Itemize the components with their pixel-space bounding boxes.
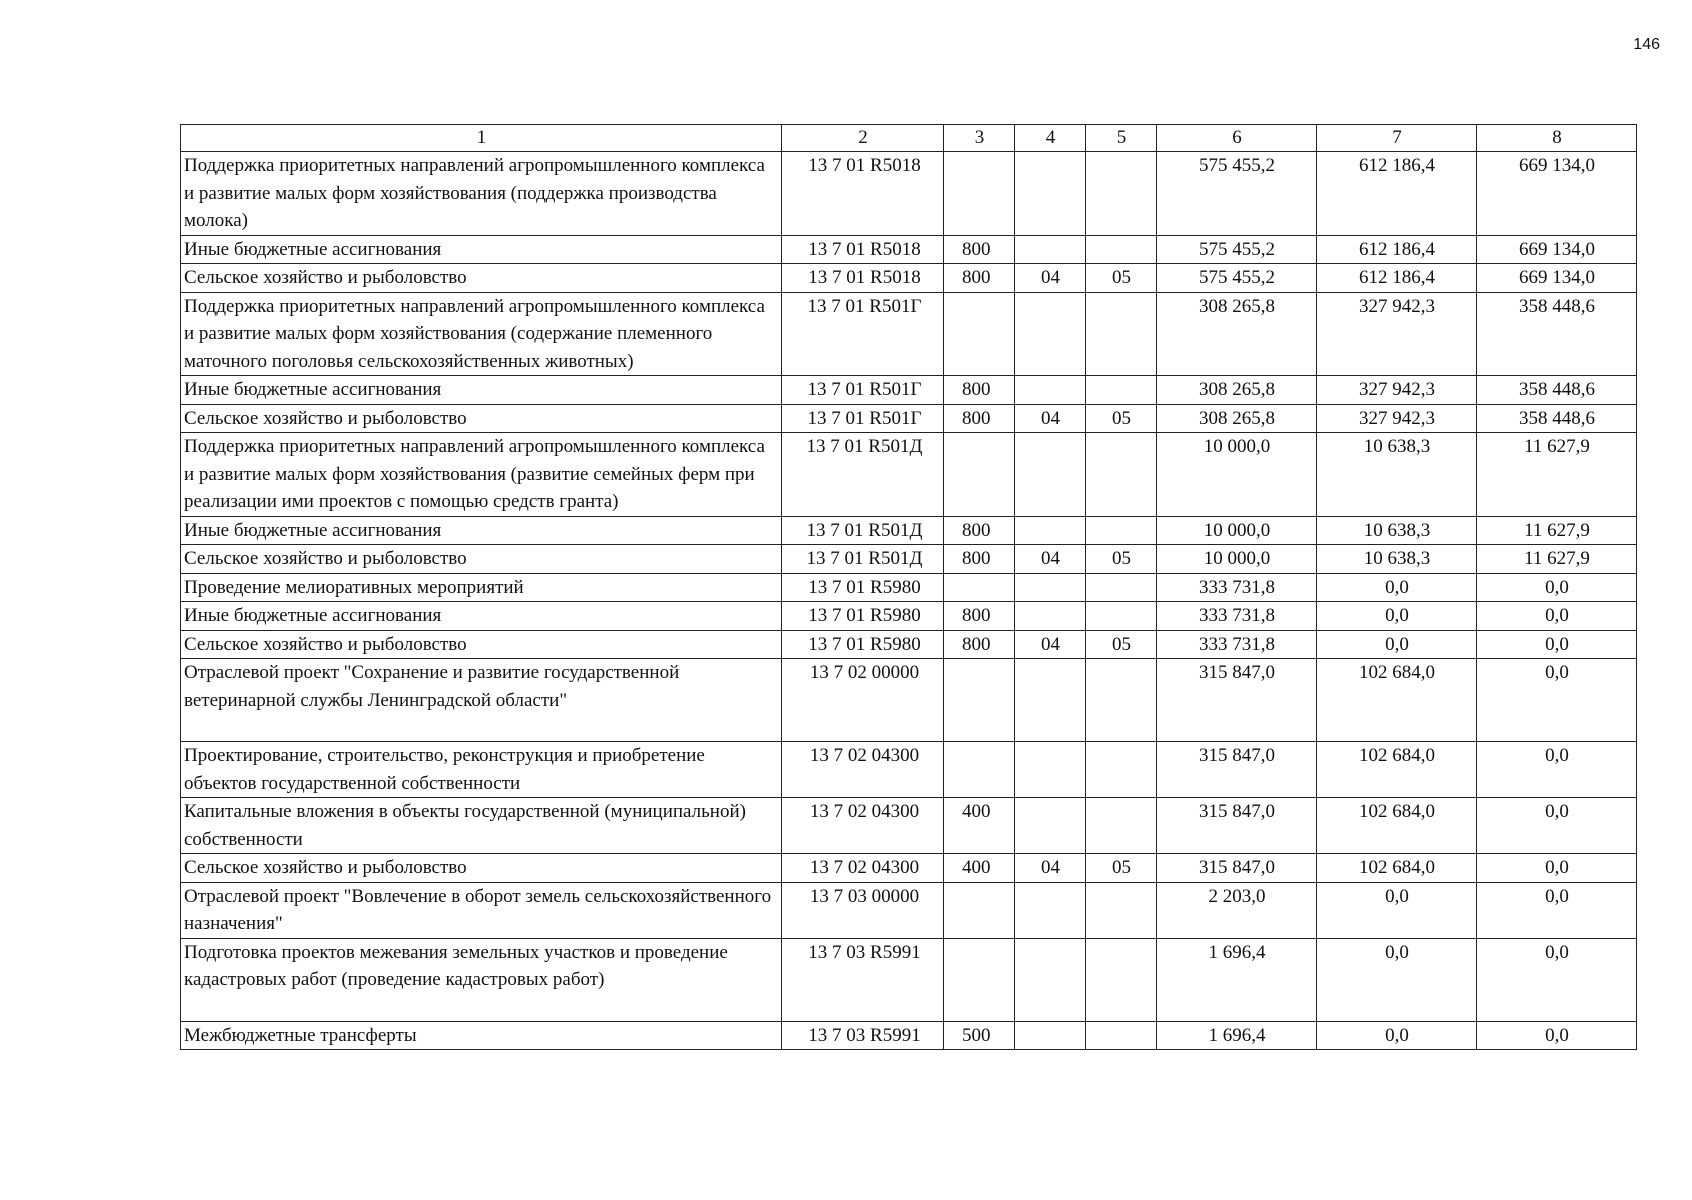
amount-col-8-cell: 11 627,9 [1477,433,1637,517]
section-cell [1015,235,1086,264]
subsection-cell: 05 [1086,264,1157,293]
amount-col-6-cell: 1 696,4 [1157,938,1317,1021]
section-cell: 04 [1015,404,1086,433]
amount-col-8-cell: 0,0 [1477,882,1637,938]
target-code-cell: 13 7 03 R5991 [782,1021,944,1050]
target-code-cell: 13 7 01 R501Д [782,545,944,574]
column-header-6: 6 [1157,125,1317,152]
amount-col-6-cell: 10 000,0 [1157,516,1317,545]
table-row [181,433,1637,517]
amount-col-6-cell: 575 455,2 [1157,264,1317,293]
item-name-cell: Отраслевой проект "Вовлечение в оборот земель сельскохозяйственного назначения" [181,882,782,938]
target-code-cell: 13 7 01 R501Д [782,433,944,517]
section-cell [1015,938,1086,1021]
amount-col-8-cell: 669 134,0 [1477,264,1637,293]
subsection-cell [1086,433,1157,517]
item-name-cell: Проектирование, строительство, реконструкция и приобретение объектов государственной собственности [181,742,782,798]
amount-col-7-cell: 327 942,3 [1317,404,1477,433]
item-name-cell: Поддержка приоритетных направлений агропромышленного комплекса и развитие малых форм хозяйствования (поддержка производства молока) [181,152,782,236]
amount-col-7-cell: 0,0 [1317,938,1477,1021]
subsection-cell [1086,742,1157,798]
amount-col-7-cell: 102 684,0 [1317,798,1477,854]
table-row [181,938,1637,1021]
amount-col-8-cell: 0,0 [1477,854,1637,883]
subsection-cell [1086,1021,1157,1050]
item-name-cell: Иные бюджетные ассигнования [181,376,782,405]
target-code-cell: 13 7 01 R5018 [782,152,944,236]
column-header-3: 3 [944,125,1015,152]
amount-col-7-cell: 327 942,3 [1317,376,1477,405]
amount-col-8-cell: 11 627,9 [1477,516,1637,545]
amount-col-8-cell: 0,0 [1477,573,1637,602]
subsection-cell [1086,516,1157,545]
expense-type-cell: 800 [944,376,1015,405]
expense-type-cell [944,882,1015,938]
table-row [181,882,1637,938]
subsection-cell [1086,602,1157,631]
item-name-cell: Сельское хозяйство и рыболовство [181,854,782,883]
target-code-cell: 13 7 01 R501Г [782,292,944,376]
target-code-cell: 13 7 01 R5980 [782,630,944,659]
target-code-cell: 13 7 02 04300 [782,742,944,798]
column-header-8: 8 [1477,125,1637,152]
amount-col-8-cell: 0,0 [1477,659,1637,742]
expense-type-cell: 800 [944,545,1015,574]
amount-col-8-cell: 358 448,6 [1477,404,1637,433]
amount-col-6-cell: 333 731,8 [1157,602,1317,631]
expense-type-cell: 800 [944,235,1015,264]
amount-col-7-cell: 10 638,3 [1317,433,1477,517]
amount-col-6-cell: 315 847,0 [1157,742,1317,798]
amount-col-6-cell: 315 847,0 [1157,659,1317,742]
amount-col-6-cell: 10 000,0 [1157,433,1317,517]
item-name-cell: Иные бюджетные ассигнования [181,235,782,264]
target-code-cell: 13 7 02 04300 [782,854,944,883]
section-cell: 04 [1015,264,1086,293]
amount-col-7-cell: 0,0 [1317,1021,1477,1050]
subsection-cell: 05 [1086,630,1157,659]
target-code-cell: 13 7 01 R5018 [782,235,944,264]
subsection-cell [1086,938,1157,1021]
target-code-cell: 13 7 02 00000 [782,659,944,742]
amount-col-7-cell: 0,0 [1317,573,1477,602]
amount-col-7-cell: 612 186,4 [1317,152,1477,236]
section-cell: 04 [1015,630,1086,659]
section-cell [1015,152,1086,236]
target-code-cell: 13 7 01 R5980 [782,573,944,602]
expense-type-cell: 400 [944,854,1015,883]
expense-type-cell: 800 [944,602,1015,631]
amount-col-7-cell: 327 942,3 [1317,292,1477,376]
item-name-cell: Подготовка проектов межевания земельных участков и проведение кадастровых работ (проведение кадастровых работ) [181,938,782,1021]
section-cell [1015,573,1086,602]
amount-col-6-cell: 308 265,8 [1157,404,1317,433]
item-name-cell: Иные бюджетные ассигнования [181,602,782,631]
amount-col-8-cell: 0,0 [1477,602,1637,631]
amount-col-8-cell: 0,0 [1477,938,1637,1021]
subsection-cell: 05 [1086,545,1157,574]
amount-col-7-cell: 612 186,4 [1317,235,1477,264]
subsection-cell: 05 [1086,854,1157,883]
item-name-cell: Сельское хозяйство и рыболовство [181,404,782,433]
table-row [181,798,1637,854]
table-row [181,854,1637,883]
item-name-cell: Поддержка приоритетных направлений агропромышленного комплекса и развитие малых форм хозяйствования (развитие семейных ферм при реализации ими проектов с помощью средств гранта) [181,433,782,517]
amount-col-7-cell: 10 638,3 [1317,545,1477,574]
section-cell [1015,602,1086,631]
table-row [181,659,1637,742]
amount-col-7-cell: 102 684,0 [1317,854,1477,883]
target-code-cell: 13 7 01 R501Г [782,376,944,405]
expense-type-cell: 800 [944,516,1015,545]
amount-col-6-cell: 308 265,8 [1157,292,1317,376]
amount-col-6-cell: 315 847,0 [1157,798,1317,854]
section-cell [1015,659,1086,742]
amount-col-8-cell: 11 627,9 [1477,545,1637,574]
amount-col-8-cell: 0,0 [1477,630,1637,659]
target-code-cell: 13 7 01 R5018 [782,264,944,293]
column-header-5: 5 [1086,125,1157,152]
amount-col-8-cell: 669 134,0 [1477,152,1637,236]
item-name-cell: Отраслевой проект "Сохранение и развитие государственной ветеринарной службы Ленинградской области" [181,659,782,742]
subsection-cell [1086,235,1157,264]
expense-type-cell [944,938,1015,1021]
expense-type-cell [944,433,1015,517]
amount-col-6-cell: 333 731,8 [1157,630,1317,659]
section-cell [1015,882,1086,938]
amount-col-7-cell: 0,0 [1317,630,1477,659]
amount-col-6-cell: 315 847,0 [1157,854,1317,883]
budget-table [180,124,1637,1050]
table-row [181,292,1637,376]
expense-type-cell [944,292,1015,376]
item-name-cell: Проведение мелиоративных мероприятий [181,573,782,602]
amount-col-7-cell: 102 684,0 [1317,659,1477,742]
section-cell [1015,433,1086,517]
amount-col-6-cell: 308 265,8 [1157,376,1317,405]
table-row [181,235,1637,264]
item-name-cell: Сельское хозяйство и рыболовство [181,545,782,574]
section-cell: 04 [1015,545,1086,574]
item-name-cell: Межбюджетные трансферты [181,1021,782,1050]
table-row [181,602,1637,631]
amount-col-7-cell: 102 684,0 [1317,742,1477,798]
table-row [181,264,1637,293]
amount-col-6-cell: 333 731,8 [1157,573,1317,602]
section-cell: 04 [1015,854,1086,883]
column-header-1: 1 [181,125,782,152]
subsection-cell [1086,376,1157,405]
expense-type-cell: 800 [944,264,1015,293]
section-cell [1015,516,1086,545]
target-code-cell: 13 7 01 R501Д [782,516,944,545]
subsection-cell [1086,659,1157,742]
section-cell [1015,798,1086,854]
table-row [181,376,1637,405]
section-cell [1015,376,1086,405]
table-row [181,516,1637,545]
item-name-cell: Сельское хозяйство и рыболовство [181,630,782,659]
item-name-cell: Поддержка приоритетных направлений агропромышленного комплекса и развитие малых форм хозяйствования (содержание племенного маточного поголовья сельскохозяйственных животных) [181,292,782,376]
section-cell [1015,1021,1086,1050]
amount-col-6-cell: 575 455,2 [1157,235,1317,264]
table-row [181,573,1637,602]
amount-col-8-cell: 0,0 [1477,798,1637,854]
amount-col-8-cell: 0,0 [1477,742,1637,798]
table-row [181,630,1637,659]
expense-type-cell: 400 [944,798,1015,854]
subsection-cell: 05 [1086,404,1157,433]
amount-col-7-cell: 0,0 [1317,882,1477,938]
table-row [181,404,1637,433]
table-row [181,1021,1637,1050]
amount-col-7-cell: 0,0 [1317,602,1477,631]
subsection-cell [1086,882,1157,938]
table-row [181,545,1637,574]
amount-col-8-cell: 0,0 [1477,1021,1637,1050]
table-row [181,742,1637,798]
section-cell [1015,292,1086,376]
section-cell [1015,742,1086,798]
column-number-header-row [181,125,1637,152]
amount-col-7-cell: 612 186,4 [1317,264,1477,293]
expense-type-cell [944,659,1015,742]
amount-col-6-cell: 575 455,2 [1157,152,1317,236]
expense-type-cell: 800 [944,404,1015,433]
page-number: 146 [1633,36,1660,53]
subsection-cell [1086,573,1157,602]
column-header-2: 2 [782,125,944,152]
item-name-cell: Иные бюджетные ассигнования [181,516,782,545]
column-header-7: 7 [1317,125,1477,152]
amount-col-8-cell: 358 448,6 [1477,376,1637,405]
column-header-4: 4 [1015,125,1086,152]
expense-type-cell [944,152,1015,236]
table-body [181,152,1637,1050]
target-code-cell: 13 7 01 R501Г [782,404,944,433]
subsection-cell [1086,798,1157,854]
expense-type-cell: 500 [944,1021,1015,1050]
target-code-cell: 13 7 03 00000 [782,882,944,938]
expense-type-cell [944,573,1015,602]
amount-col-6-cell: 10 000,0 [1157,545,1317,574]
subsection-cell [1086,292,1157,376]
subsection-cell [1086,152,1157,236]
amount-col-6-cell: 2 203,0 [1157,882,1317,938]
expense-type-cell: 800 [944,630,1015,659]
amount-col-8-cell: 358 448,6 [1477,292,1637,376]
table-row [181,152,1637,236]
expense-type-cell [944,742,1015,798]
amount-col-8-cell: 669 134,0 [1477,235,1637,264]
target-code-cell: 13 7 02 04300 [782,798,944,854]
target-code-cell: 13 7 03 R5991 [782,938,944,1021]
amount-col-7-cell: 10 638,3 [1317,516,1477,545]
amount-col-6-cell: 1 696,4 [1157,1021,1317,1050]
item-name-cell: Сельское хозяйство и рыболовство [181,264,782,293]
target-code-cell: 13 7 01 R5980 [782,602,944,631]
item-name-cell: Капитальные вложения в объекты государственной (муниципальной) собственности [181,798,782,854]
